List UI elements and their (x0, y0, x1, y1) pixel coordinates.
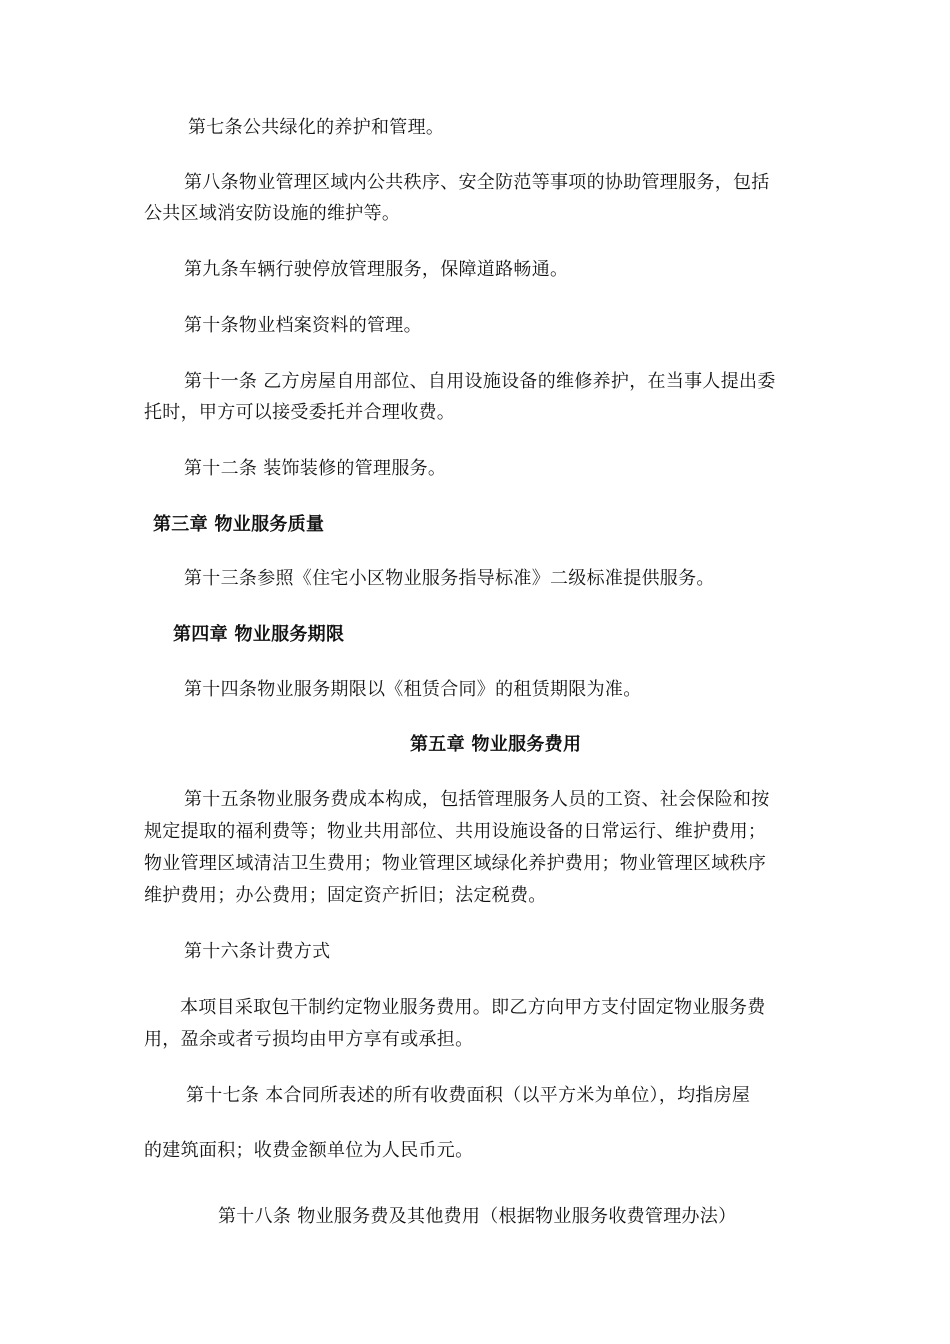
article-15-line-3: 物业管理区域清洁卫生费用；物业管理区域绿化养护费用；物业管理区域秩序 (144, 853, 767, 874)
article-14: 第十四条物业服务期限以《租赁合同》的租赁期限为准。 (184, 679, 642, 700)
article-8-line-2: 公共区域消安防设施的维护等。 (144, 203, 401, 224)
article-7: 第七条公共绿化的养护和管理。 (188, 117, 445, 138)
article-18: 第十八条 物业服务费及其他费用（根据物业服务收费管理办法） (218, 1206, 737, 1227)
article-16: 第十六条计费方式 (184, 941, 331, 962)
chapter-4-heading: 第四章 物业服务期限 (173, 624, 345, 645)
article-13: 第十三条参照《住宅小区物业服务指导标准》二级标准提供服务。 (184, 568, 715, 589)
chapter-3-heading: 第三章 物业服务质量 (153, 514, 325, 535)
article-15-line-2: 规定提取的福利费等；物业共用部位、共用设施设备的日常运行、维护费用； (144, 821, 767, 842)
chapter-5-heading: 第五章 物业服务费用 (410, 734, 582, 755)
article-15-line-4: 维护费用；办公费用；固定资产折旧；法定税费。 (144, 885, 547, 906)
article-9: 第九条车辆行驶停放管理服务，保障道路畅通。 (184, 259, 569, 280)
article-12: 第十二条 装饰装修的管理服务。 (184, 458, 447, 479)
article-17-line-1: 第十七条 本合同所表述的所有收费面积（以平方米为单位），均指房屋 (186, 1085, 751, 1106)
article-15-line-1: 第十五条物业服务费成本构成，包括管理服务人员的工资、社会保险和按 (184, 789, 770, 810)
article-16-paragraph-line-1: 本项目采取包干制约定物业服务费用。即乙方向甲方支付固定物业服务费 (180, 997, 766, 1018)
article-8-line-1: 第八条物业管理区域内公共秩序、安全防范等事项的协助管理服务，包括 (184, 172, 770, 193)
article-11-line-1: 第十一条 乙方房屋自用部位、自用设施设备的维修养护，在当事人提出委 (184, 371, 776, 392)
article-16-paragraph-line-2: 用，盈余或者亏损均由甲方享有或承担。 (144, 1029, 474, 1050)
article-11-line-2: 托时，甲方可以接受委托并合理收费。 (144, 402, 456, 423)
article-17-line-2: 的建筑面积；收费金额单位为人民币元。 (144, 1140, 474, 1161)
article-10: 第十条物业档案资料的管理。 (184, 315, 422, 336)
